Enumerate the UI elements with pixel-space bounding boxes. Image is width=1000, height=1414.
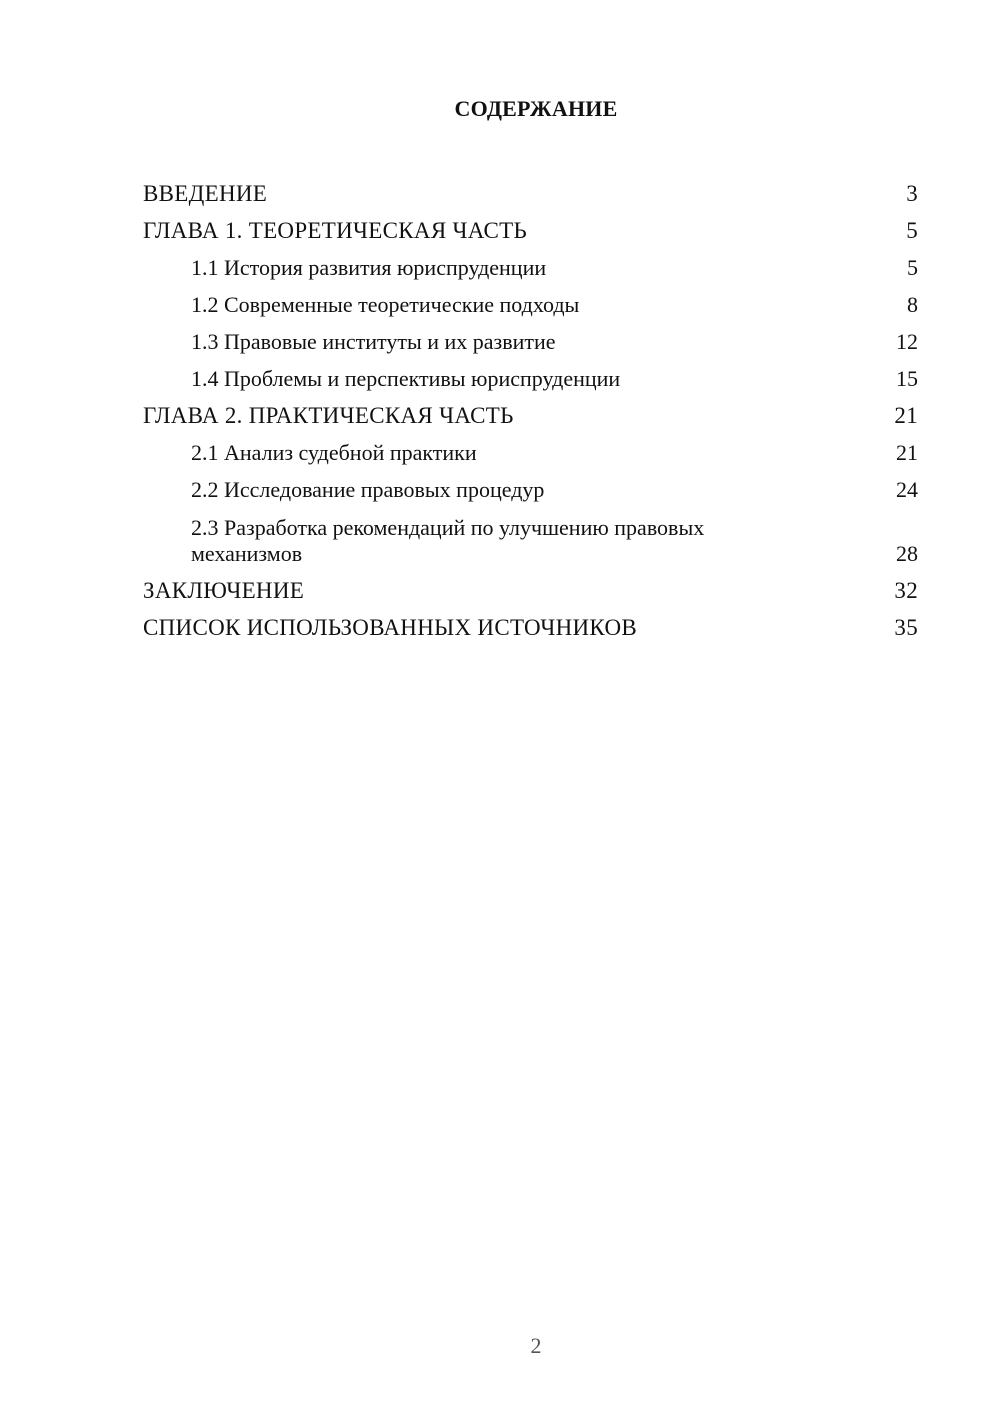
- toc-entry-label: ВВЕДЕНИЕ: [143, 181, 268, 206]
- toc-entry-label: 1.4 Проблемы и перспективы юриспруденции: [191, 366, 621, 391]
- toc-entry-conclusion[interactable]: [143, 567, 918, 604]
- toc-entry-chapter-1[interactable]: [143, 207, 918, 244]
- toc-entry-section-1-3[interactable]: [143, 318, 918, 355]
- toc-entry-label: ГЛАВА 2. ПРАКТИЧЕСКАЯ ЧАСТЬ: [143, 403, 514, 428]
- toc-entry-page: 21: [896, 440, 918, 465]
- page-number: 2: [530, 1333, 542, 1358]
- toc-entry-label: СПИСОК ИСПОЛЬЗОВАННЫХ ИСТОЧНИКОВ: [143, 615, 638, 640]
- toc-entry-label: 2.2 Исследование правовых процедур: [191, 477, 545, 502]
- toc-entry-introduction[interactable]: [143, 170, 918, 207]
- toc-entry-label: 1.1 История развития юриспруденции: [191, 255, 547, 280]
- toc-entry-label: 1.2 Современные теоретические подходы: [191, 292, 580, 317]
- toc-entry-references[interactable]: [143, 604, 918, 641]
- toc-entry-page: 21: [894, 403, 918, 428]
- toc-entry-page: 32: [894, 578, 918, 603]
- toc-entry-label: 2.1 Анализ судебной практики: [191, 440, 477, 465]
- toc-entry-page: 5: [907, 255, 918, 280]
- toc-entry-page: 5: [906, 218, 918, 243]
- toc-entry-page: 24: [896, 477, 918, 502]
- toc-entry-page: 3: [906, 181, 918, 206]
- toc-entry-section-1-1[interactable]: [143, 244, 918, 281]
- toc-entry-label: ГЛАВА 1. ТЕОРЕТИЧЕСКАЯ ЧАСТЬ: [143, 218, 528, 243]
- toc-entry-label: ЗАКЛЮЧЕНИЕ: [143, 578, 305, 603]
- table-of-contents: [143, 170, 918, 641]
- toc-entry-section-2-3[interactable]: [143, 503, 918, 567]
- toc-entry-section-1-4[interactable]: [143, 355, 918, 392]
- toc-entry-page: 15: [896, 366, 918, 391]
- toc-title: СОДЕРЖАНИЕ: [454, 96, 618, 121]
- toc-entry-section-1-2[interactable]: [143, 281, 918, 318]
- toc-entry-label: 2.3 Разработка рекомендаций по улучшению правовых механизмов: [191, 515, 705, 566]
- toc-entry-section-2-1[interactable]: [143, 429, 918, 466]
- toc-entry-page: 8: [907, 292, 918, 317]
- toc-entry-section-2-2[interactable]: [143, 466, 918, 503]
- toc-entry-page: 28: [896, 541, 918, 566]
- toc-entry-label: 1.3 Правовые институты и их развитие: [191, 329, 556, 354]
- toc-entry-chapter-2[interactable]: [143, 392, 918, 429]
- toc-entry-page: 35: [894, 615, 918, 640]
- toc-entry-page: 12: [896, 329, 918, 354]
